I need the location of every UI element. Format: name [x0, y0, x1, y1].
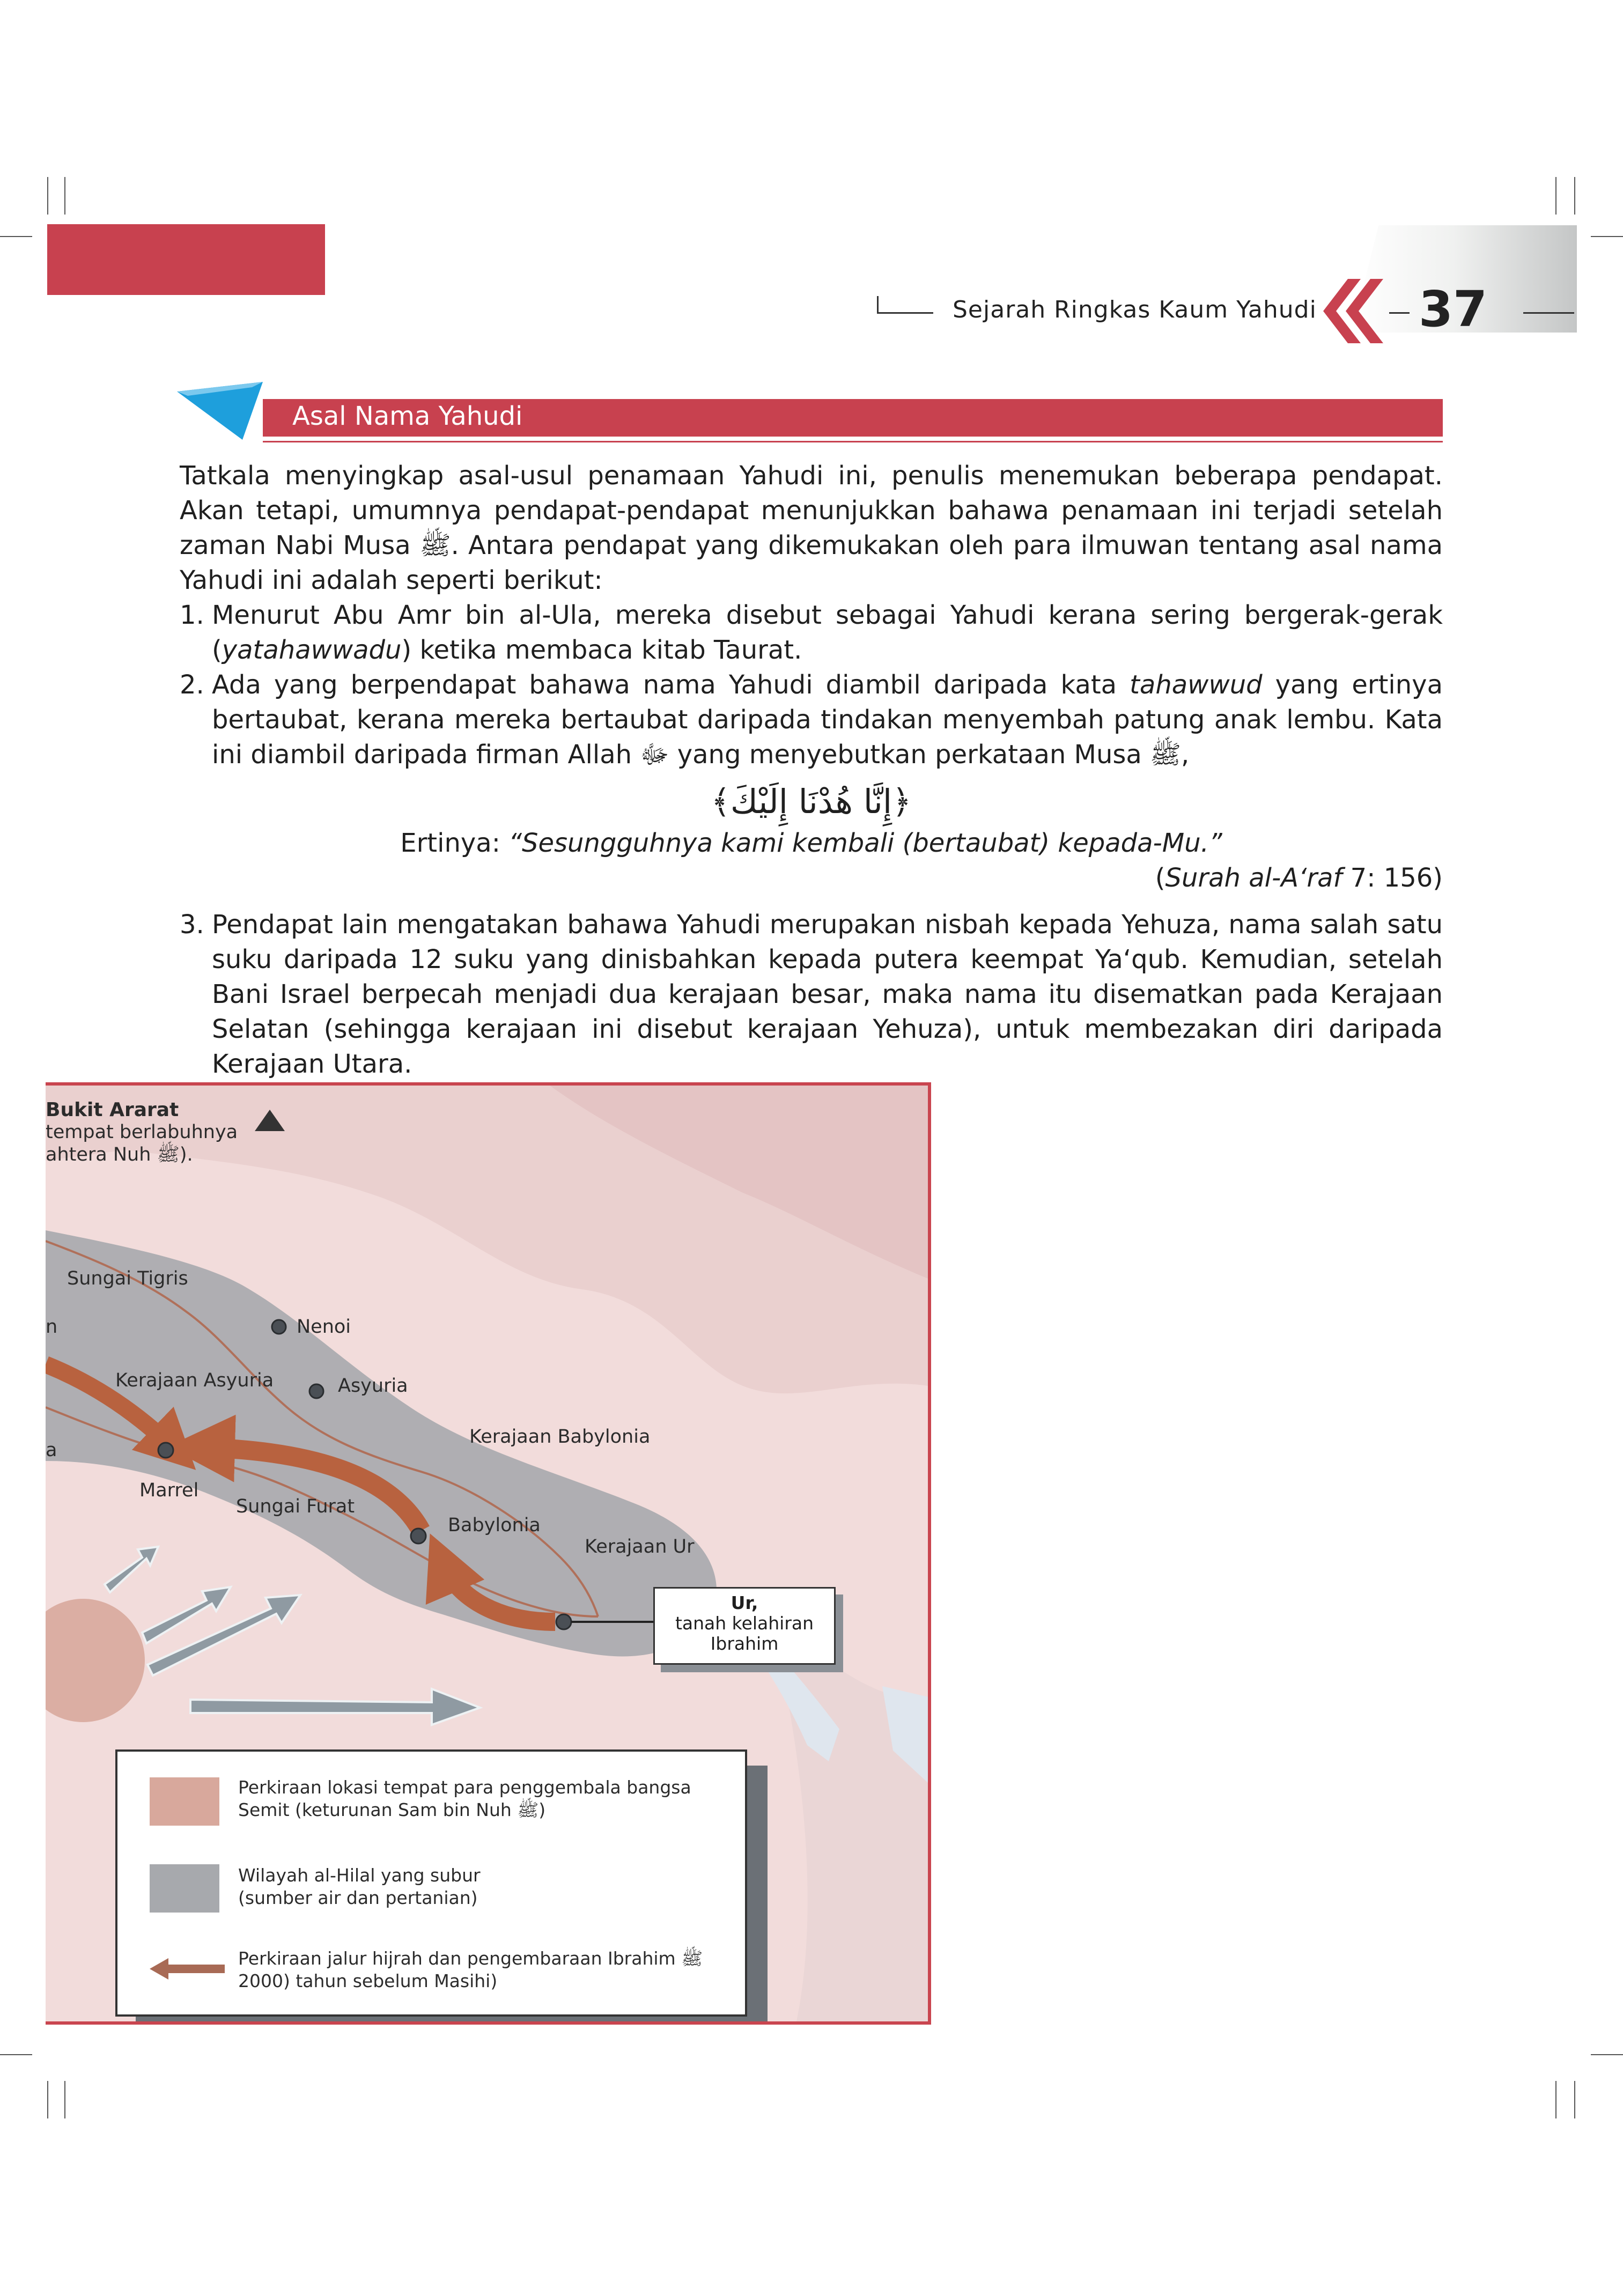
crop-mark	[64, 177, 65, 215]
intro-paragraph: Tatkala menyingkap asal-usul penamaan Yahudi ini, penulis menemukan beberapa pendapat. Akan tetapi, umumnya pendapat-pendapat menunjukkan bahawa penamaan ini terjadi setelah zaman Nabi Musa ﷺ. Antara pendapat yang dikemukakan oleh para ilmuwan tentang asal nama Yahudi ini adalah seperti berikut:	[180, 461, 1443, 595]
crop-mark	[0, 2054, 32, 2055]
arabic-term: tahawwud	[1130, 670, 1263, 700]
list-item	[180, 907, 1443, 1082]
list-text: Pendapat lain mengatakan bahawa Yahudi merupakan nisbah kepada Yehuza, nama salah satu suku daripada 12 suku yang dinisbahkan kepada putera keempat Ya‘qub. Kemudian, setelah Bani Israel berpecah menjadi dua kerajaan besar, maka nama itu disematkan pada Kerajaan Selatan (sehingga kerajaan ini disebut kerajaan Yehuza), untuk membezakan diri daripada Kerajaan Utara.	[212, 910, 1443, 1079]
legend-swatch-crescent	[150, 1864, 219, 1913]
quran-verse: ﴿إِنَّا هُدْنَا إِلَيْكَ﴾	[711, 782, 912, 821]
section-title: Asal Nama Yahudi	[292, 401, 523, 431]
section-heading-rule	[263, 441, 1443, 442]
map-label-tigris: Sungai Tigris	[67, 1268, 188, 1289]
decorative-red-bar	[47, 224, 325, 295]
list-number: 2.	[180, 670, 204, 700]
map-label-kerajaan-babylonia: Kerajaan Babylonia	[469, 1426, 651, 1448]
list-text: Menurut Abu Amr bin al-Ula, mereka disebut sebagai Yahudi kerana sering bergerak-gerak (yatahawwadu) ketika membaca kitab Taurat.	[212, 600, 1443, 665]
ur-callout-line: tanah kelahiran	[675, 1613, 814, 1634]
list-item	[180, 668, 1443, 772]
ur-callout-line: Ibrahim	[710, 1633, 779, 1654]
map-label-edge: a	[46, 1439, 57, 1461]
legend-text: Wilayah al-Hilal yang subur (sumber air dan pertanian)	[238, 1865, 481, 1908]
legend-arrow-icon	[150, 1955, 225, 1982]
map-label-ararat: Bukit Ararat	[46, 1099, 179, 1121]
map-label-kerajaan-ur: Kerajaan Ur	[585, 1536, 695, 1557]
legend-swatch-semit	[150, 1777, 219, 1826]
header-rule	[1389, 312, 1410, 314]
list-number: 3.	[180, 910, 204, 940]
crop-mark	[1574, 177, 1575, 215]
crop-mark	[1555, 2081, 1556, 2118]
map-label-marrel: Marrel	[139, 1480, 199, 1501]
map-label-asyuria: Asyuria	[338, 1375, 408, 1397]
legend-text: Perkiraan lokasi tempat para penggembala bangsa Semit (keturunan Sam bin Nuh ﷺ)	[238, 1777, 691, 1820]
crop-mark	[47, 2081, 48, 2118]
blue-triangle-icon	[177, 382, 268, 444]
map-label-babylonia: Babylonia	[448, 1515, 541, 1536]
map-label-ararat-desc: ahtera Nuh ﷺ).	[46, 1144, 193, 1165]
arabic-term: yatahawwadu	[222, 635, 402, 665]
historical-map	[46, 1082, 931, 2025]
map-label-ararat-desc: tempat berlabuhnya	[46, 1121, 238, 1143]
map-label-sungai-furat: Sungai Furat	[236, 1496, 355, 1517]
header-rule	[877, 312, 933, 314]
ur-callout	[653, 1587, 836, 1665]
verse-translation: Ertinya: “Sesungguhnya kami kembali (bertaubat) kepada-Mu.”	[400, 828, 1222, 858]
verse-reference: (Surah al-A‘raf 7: 156)	[1155, 863, 1443, 893]
list-number: 1.	[180, 600, 204, 630]
map-label-kerajaan-asyuria: Kerajaan Asyuria	[115, 1370, 274, 1391]
header-rule	[877, 296, 879, 313]
crop-mark	[1591, 2054, 1623, 2055]
crop-mark	[1591, 236, 1623, 237]
list-text: Ada yang berpendapat bahawa nama Yahudi diambil daripada kata tahawwud yang ertinya bertaubat, kerana mereka bertaubat daripada tindakan menyembah patung anak lembu. Kata ini diambil daripada firman Allah ﷻ yang menyebutkan perkataan Musa ﷺ,	[212, 670, 1443, 770]
header-rule	[1523, 312, 1574, 314]
running-title: Sejarah Ringkas Kaum Yahudi	[953, 296, 1317, 323]
map-label-edge: n	[46, 1316, 58, 1338]
crop-mark	[64, 2081, 65, 2118]
legend-text: Perkiraan jalur hijrah dan pengembaraan Ibrahim ﷺ 2000) tahun sebelum Masihi)	[238, 1948, 703, 1991]
map-label-nenoi: Nenoi	[297, 1316, 351, 1338]
crop-mark	[1574, 2081, 1575, 2118]
crop-mark	[47, 177, 48, 215]
crop-mark	[0, 236, 32, 237]
double-chevron-icon	[1317, 276, 1386, 346]
map-legend	[115, 1749, 747, 2017]
crop-mark	[1555, 177, 1556, 215]
ur-callout-title: Ur,	[731, 1592, 758, 1613]
page-number: 37	[1419, 280, 1488, 338]
list-item	[180, 598, 1443, 668]
body-text	[180, 459, 1443, 1082]
